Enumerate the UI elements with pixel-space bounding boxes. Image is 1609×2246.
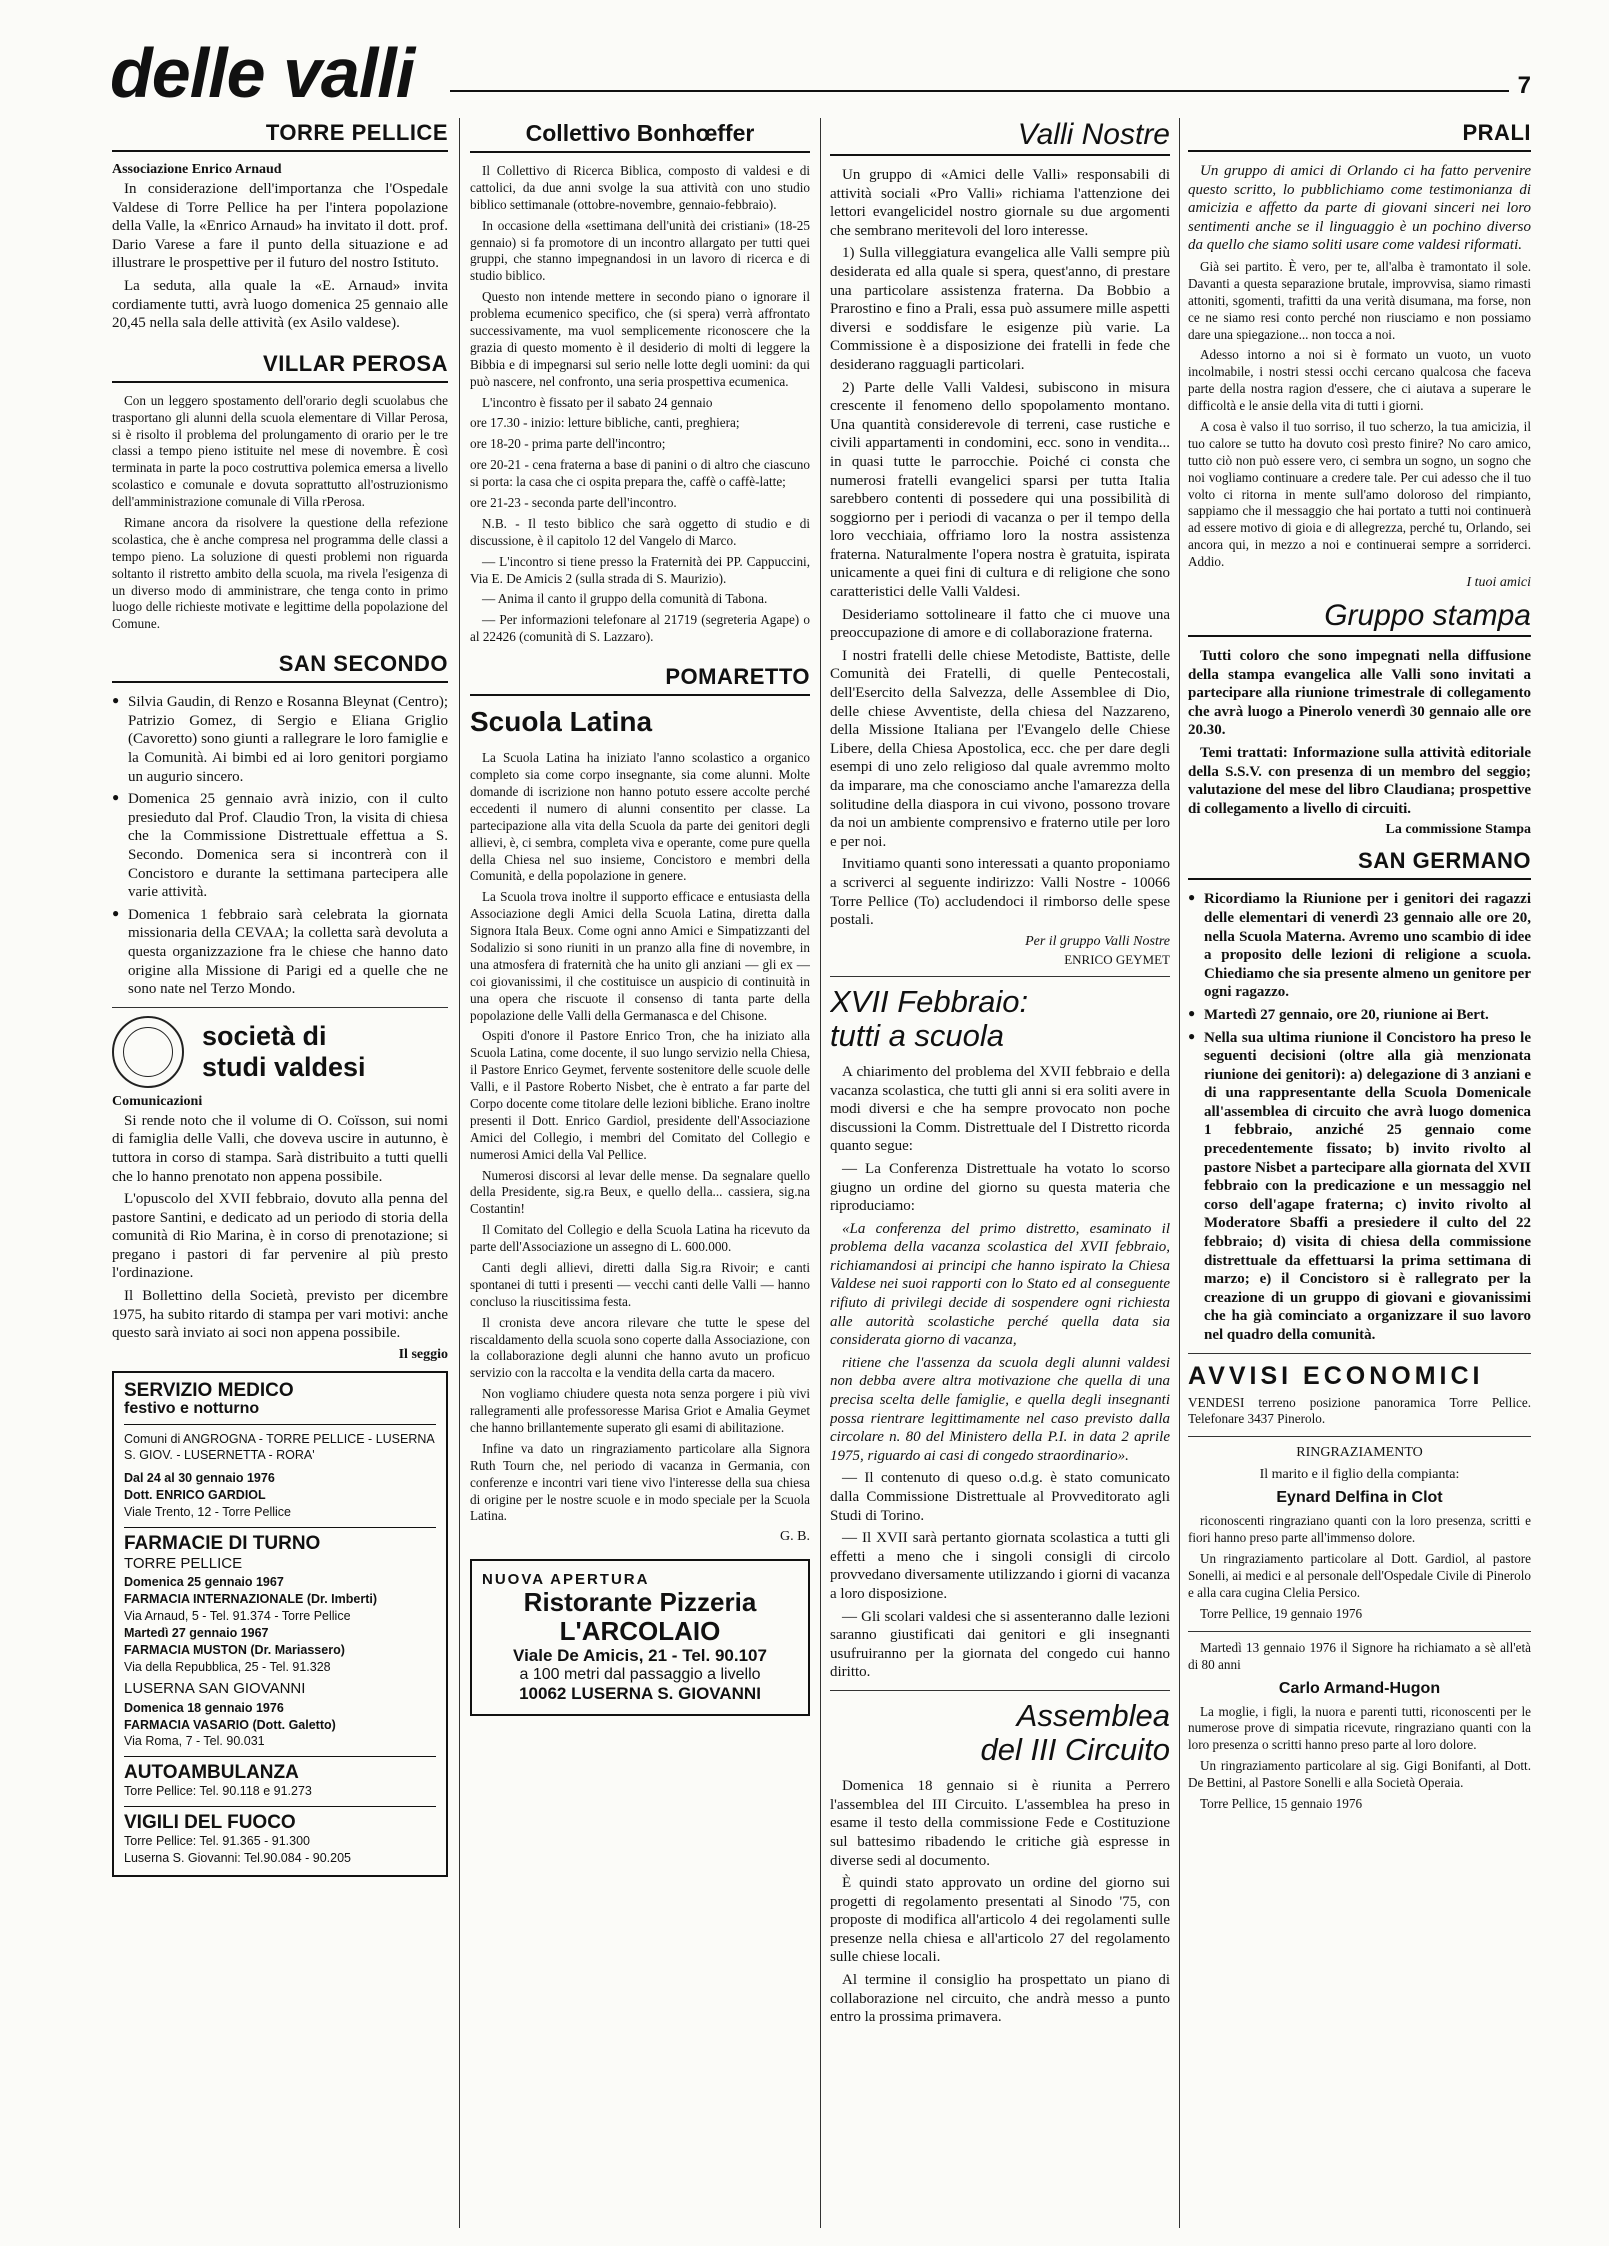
section-heading: Collettivo Bonhœffer bbox=[470, 118, 810, 153]
box-text: Luserna S. Giovanni: Tel.90.084 - 90.205 bbox=[124, 1850, 352, 1865]
paragraph: Tutti coloro che sono impegnati nella diffusione della stampa evangelica alle Valli sono invitati a partecipare alla riunione trimestrale di collegamento che avrà luogo a Pinerolo venerdì 30 gennaio alle ore 20.30. bbox=[1188, 648, 1531, 739]
box-text: LUSERNA SAN GIOVANNI bbox=[124, 1680, 306, 1698]
paragraph: Numerosi discorsi al levar delle mense. Da segnalare quello della Presidente, sig.ra Beux, e quello della... cassiera, sig.na Costantin! bbox=[470, 1167, 810, 1217]
paragraph: I nostri fratelli delle chiese Metodiste, Battiste, delle Comunità dei Fratelli, di quelle Pentecostali, dell'Esercito della Salvezza, delle Assemblee di Dio, delle chiese Avventiste, della chiesa del Nazzareno, della Missione Italiana per l'Evangelo delle Chiese Libere, della Chiesa Apostolica, ecc. che per dare degli esempi di uno zelo religioso dal quale avremmo molto da imparare, ma che conosciamo anche l'amarezza della solitudine della diaspora in cui vivono, possono trovare da noi un ambiente comprensivo e fraterno utile per loro e per noi. bbox=[830, 647, 1170, 850]
column-divider bbox=[1179, 118, 1180, 2228]
page-number: 7 bbox=[1517, 72, 1531, 99]
paragraph: — Per informazioni telefonare al 21719 (segreteria Agape) o al 22426 (comunità di S. Lazzaro). bbox=[470, 612, 810, 645]
paragraph: La moglie, i figli, la nuora e parenti tutti, riconoscenti per le numerose prove di simpatia ricevute, ringraziano quanti con la loro presenza o scritti hanno preso parte al loro dolore. bbox=[1188, 1703, 1531, 1753]
paragraph: L'opuscolo del XVII febbraio, dovuto alla penna del pastore Santini, e dedicato ad un periodo di storia della comunità di Rio Marina, è in corso di prenotazione; si pregano i pastori di far pervenire al più presto l'ordinazione. bbox=[112, 1191, 448, 1282]
restaurant-ad bbox=[470, 1559, 810, 1715]
ad-title: Ristorante Pizzeria bbox=[523, 1587, 757, 1618]
paragraph: La seduta, alla quale la «E. Arnaud» invita cordiamente tutti, avrà luogo domenica 25 gennaio alle 20,45 nella sala delle attività (ex Asilo valdese). bbox=[112, 277, 448, 332]
paragraph: Infine va dato un ringraziamento particolare alla Signora Ruth Tourn che, nel periodo di vacanza in Germania, con conferenze e incontri vari tiene vivo l'interesse della sua chiesa di origine per le nostre scuole e in modo speciale per la Scuola Latina. bbox=[470, 1440, 810, 1524]
section-heading: Gruppo stampa bbox=[1188, 599, 1531, 637]
ringraziamento-section bbox=[1188, 1445, 1531, 1622]
paragraph: Ospiti d'onore il Pastore Enrico Tron, che ha iniziato alla Scuola Latina, come docente, il suo lungo servizio nella Chiesa, il Pastore Enrico Geymet, fervente sostenitore delle scuole delle Valli, e il Pastore Roberto Nisbet, che è entrato a far parte del Corpo docente come titolare delle lezioni bibliche. Erano inoltre presenti il Dott. Enrico Gardiol, presidente dell'Associazione Amici del Collegio, i membri del Comitato del Collegio e numerosi Amici della Val Pellice. bbox=[470, 1028, 810, 1162]
paragraph: — L'incontro si tiene presso la Fraternità dei PP. Cappuccini, Via E. De Amicis 2 (sulla strada di S. Maurizio). bbox=[470, 553, 810, 586]
paragraph: Temi trattati: Informazione sulla attività editoriale della S.S.V. con presenza di un membro del seggio; valutazione del mese del libro Claudiana; prospettive di collegamento a livello di circuiti. bbox=[1188, 744, 1531, 817]
paragraph: — Il contenuto di queso o.d.g. è stato comunicato dalla Commissione Distrettuale al Provveditorato agli Studi di Torino. bbox=[830, 1470, 1170, 1524]
torre-pellice-section bbox=[112, 118, 448, 333]
paragraph: A cosa è valso il tuo sorriso, il tuo scherzo, la tua amicizia, il tuo calore se tutto ha dovuto così presto finire? No caro amico, tutto ciò non può essere vero, ci sembra un sogno, un sogno che noi vogliamo continuare a credere tale. Per cui adesso che il tuo volto ci ritorna in mente sull'amo doloroso del rimpianto, sappiamo che il messaggio che hai portato a tutti noi continuerà ad essere motivo di gioia e di allegrezza, perché tu, Orlando, sei ancora qui, in mezzo a noi e continuerai sempre a sorriderci. Addio. bbox=[1188, 418, 1531, 570]
paragraph: Un gruppo di «Amici delle Valli» responsabili di attività sociali «Pro Valli» richiama l'attenzione dei lettori evangelicidel nostro giornale su due argomenti che sembrano meritevoli del loro interesse. bbox=[830, 167, 1170, 239]
box-text: Domenica 18 gennaio 1976 bbox=[124, 1700, 284, 1715]
paragraph: Desideriamo sottolineare il fatto che ci muove una preoccupazione di amore e di collaborazione fraterna. bbox=[830, 606, 1170, 642]
paragraph: Al termine il consiglio ha prospettato un piano di collaborazione nel circuito, che andrà messo a punto entro la prossima primavera. bbox=[830, 1972, 1170, 2026]
box-heading: FARMACIE DI TURNO bbox=[124, 1532, 321, 1554]
box-text: Martedì 27 gennaio 1967 bbox=[124, 1625, 269, 1640]
title-line: del III Circuito bbox=[980, 1732, 1170, 1768]
box-text: FARMACIA MUSTON (Dr. Mariassero) bbox=[124, 1642, 345, 1657]
article-title: Scuola Latina bbox=[470, 706, 653, 738]
notice-intro: Il marito e il figlio della compianta: bbox=[1259, 1467, 1460, 1483]
column-divider bbox=[459, 118, 460, 2228]
paragraph: «La conferenza del primo distretto, esaminato il problema della vacanza scolastica del XVII febbraio, richiamandosi ai principi che hanno ispirato la Chiesa Valdese nei suoi rapporti con lo Stato ed al conseguente rifiuto di privilegi decide di sospendere ogni richiesta alle autorità scolastiche perché quella data sia considerata giorno di vacanza, bbox=[830, 1220, 1170, 1349]
signature: Per il gruppo Valli Nostre bbox=[1025, 933, 1170, 949]
box-text: Comuni di ANGROGNA - TORRE PELLICE - LUSERNA S. GIOV. - LUSERNETTA - RORA' bbox=[124, 1431, 435, 1463]
paragraph: Il Comitato del Collegio e della Scuola Latina ha ricevuto da parte dell'Associazione un assegno di L. 600.000. bbox=[470, 1222, 810, 1255]
paragraph: Già sei partito. È vero, per te, all'alba è tramontato il sole. Davanti a questa separazione brutale, improvvisa, siamo rimasti attoniti, sgomenti, trafitti da una verità disumana, ma forse, non ce ne siamo resi conto perché non riusciamo e non possiamo dare una spiegazione... non tocca a noi. bbox=[1188, 258, 1531, 342]
title-line: tutti a scuola bbox=[830, 1017, 1005, 1053]
box-text: Dott. ENRICO GARDIOL bbox=[124, 1488, 266, 1503]
box-text: Via della Repubblica, 25 - Tel. 91.328 bbox=[124, 1659, 331, 1674]
box-text: FARMACIA VASARIO (Dott. Galetto) bbox=[124, 1717, 336, 1732]
box-text: Via Arnaud, 5 - Tel. 91.374 - Torre Pellice bbox=[124, 1608, 351, 1623]
signature: I tuoi amici bbox=[1466, 575, 1531, 590]
ad-note: a 100 metri dal passaggio a livello bbox=[519, 1665, 761, 1683]
bullet-item: ● Silvia Gaudin, di Renzo e Rosanna Bleynat (Centro); Patrizio Gomez, di Sergio e Eliana Griglio (Cavoretto) sono giunti a rallegrare le loro famiglie e la Comunità. Ai bimbi ed ai loro genitori porgiamo un augurio sincero. bbox=[112, 693, 448, 786]
paragraph: Un ringraziamento particolare al sig. Gigi Bonifanti, al Dott. De Bettini, al Pastore Sonelli e alla Società Operaia. bbox=[1188, 1758, 1531, 1791]
medical-service-box bbox=[112, 1371, 448, 1877]
box-heading: SERVIZIO MEDICO bbox=[124, 1379, 294, 1401]
schedule-item: ore 20-21 - cena fraterna a base di panini o di altro che ciascuno si porta: la casa che ci ospita prepara the, caffè o caffè-latte; bbox=[470, 457, 810, 490]
paragraph: Si rende noto che il volume di O. Coïsson, sui nomi di famiglia delle Valli, che doveva uscire in autunno, è tuttora in corso di stampa. Sarà distribuito a tutti quelli che lo hanno prenotato non appena possibile. bbox=[112, 1112, 448, 1185]
signature: La commissione Stampa bbox=[1385, 822, 1531, 838]
paragraph: Il cronista deve ancora rilevare che tutte le spese del riscaldamento della scuola sono coperte dalla Associazione, con la collaborazione degli alunni che hanno avuto un proficuo servizio con la raccolta e la vendita della carta da macero. bbox=[470, 1314, 810, 1381]
paragraph: N.B. - Il testo biblico che sarà oggetto di studio e di discussione, è il capitolo 12 del Vangelo di Marco. bbox=[470, 515, 810, 548]
paragraph: Rimane ancora da risolvere la questione della refezione scolastica, che è anche compresa nel programma delle classi a tempo pieno. La soluzione di questi problemi non riguarda soltanto il ristretto ambito della scuola, ma rivela l'esigenza di un diverso modo di amministrare, che tenga conto in primo luogo delle richieste motivate e legittime della popolazione del Comune. bbox=[112, 514, 448, 632]
society-seal-icon bbox=[112, 1016, 184, 1088]
notice-heading: RINGRAZIAMENTO bbox=[1296, 1445, 1423, 1461]
paragraph: Non vogliamo chiudere questa nota senza porgere i più vivi rallegramenti alle professoresse Marisa Griot e Amalia Geymet che hanno brillantemente superato gli esami di abilitazione. bbox=[470, 1386, 810, 1435]
paragraph: L'incontro è fissato per il sabato 24 gennaio bbox=[482, 394, 713, 410]
section-heading: SAN SECONDO bbox=[112, 649, 448, 683]
section-heading: VILLAR PEROSA bbox=[112, 349, 448, 383]
column-2 bbox=[470, 118, 810, 2228]
schedule-item: ore 17.30 - inizio: letture bibliche, canti, preghiera; bbox=[470, 415, 740, 431]
notice-date: Torre Pellice, 19 gennaio 1976 bbox=[1200, 1605, 1363, 1621]
subheading: Comunicazioni bbox=[112, 1093, 203, 1109]
paragraph: — Anima il canto il gruppo della comunità di Tabona. bbox=[482, 591, 768, 607]
paragraph: In occasione della «settimana dell'unità dei cristiani» (18-25 gennaio) si fa promotore di un incontro allargato per tutti quei gruppi, che stanno impegnandosi in un lavoro di ricerca e di studio biblico. bbox=[470, 217, 810, 284]
bullet-item: ● Martedì 27 gennaio, ore 20, riunione ai Bert. bbox=[1188, 1006, 1531, 1025]
paragraph: Il Collettivo di Ricerca Biblica, composto di valdesi e di cattolici, da due anni svolge la sua attività con uno studio biblico settimanale (ottobre-novembre, gennaio-febbraio). bbox=[470, 163, 810, 212]
box-text: Dal 24 al 30 gennaio 1976 bbox=[124, 1471, 275, 1486]
subheading: Associazione Enrico Arnaud bbox=[112, 162, 282, 177]
bullet-item: ● Ricordiamo la Riunione per i genitori dei ragazzi delle elementari di venerdì 23 gennaio alle ore 20, nella Scuola Materna. Avremo uno scambio di idee a proposito delle lezioni di religione a scuola. Chiediamo che sia presente almeno un genitore per ogni ragazzo. bbox=[1188, 890, 1531, 1002]
masthead-title: delle valli bbox=[110, 34, 415, 112]
paragraph: VENDESI terreno posizione panoramica Torre Pellice. Telefonare 3437 Pinerolo. bbox=[1188, 1394, 1531, 1427]
valli-nostre-section bbox=[830, 118, 1170, 968]
society-title-line: studi valdesi bbox=[202, 1051, 366, 1082]
box-text: FARMACIA INTERNAZIONALE (Dr. Imberti) bbox=[124, 1592, 378, 1607]
armand-hugon-section bbox=[1188, 1640, 1531, 1813]
column-divider bbox=[820, 118, 821, 2228]
section-heading: TORRE PELLICE bbox=[112, 118, 448, 152]
paragraph: — Gli scolari valdesi che si assenteranno dalle lezioni saranno giustificati dai genitori e gli insegnanti usufruiranno per la giornata del congedo cui hanno diritto. bbox=[830, 1608, 1170, 1681]
paragraph: Adesso intorno a noi si è formato un vuoto, un vuoto incolmabile, i nostri stessi occhi cercano qualcosa che faceva parte della nostra ragion d'essere, che ci aiutava a superare le difficoltà e le ansie della vita di tutti i giorni. bbox=[1188, 347, 1531, 414]
gruppo-stampa-section bbox=[1188, 599, 1531, 838]
society-title-line: società di bbox=[202, 1020, 327, 1051]
paragraph: A chiarimento del problema del XVII febbraio e della vacanza scolastica, che tutti gli anni si era soliti avere in modi diversi e che ha sempre provocato non poche discussioni la Comm. Distrettuale del I Distretto ricorda quanto segue: bbox=[830, 1063, 1170, 1155]
column-4 bbox=[1188, 118, 1531, 2228]
column-1 bbox=[112, 118, 448, 2228]
section-heading: PRALI bbox=[1188, 118, 1531, 152]
bullet-item: ● Domenica 25 gennaio avrà inizio, con il culto presieduto dal Prof. Claudio Tron, la visita di chiesa che la Commissione Distrettuale effettua a S. Secondo. Domenica sera si incontrerà con il Concistoro e durante la settimana partecipera alle varie attività. bbox=[112, 790, 448, 902]
ad-heading: NUOVA APERTURA bbox=[482, 1571, 650, 1589]
schedule-item: ore 21-23 - seconda parte dell'incontro. bbox=[470, 495, 677, 511]
masthead-rule bbox=[450, 90, 1509, 92]
box-text: Via Roma, 7 - Tel. 90.031 bbox=[124, 1734, 265, 1749]
paragraph: 2) Parte delle Valli Valdesi, subiscono in misura crescente il fenomeno dello spopolamento montano. Una quantità considerevole di terreni, case rustiche e civili appartamenti in condomini, ecc. sono in vendita... in quasi tutte le parrocchie. Poiché ci consta che numerosi fratelli evangelici sparsi per tutta Italia sarebbero contenti di possedere qui una possibilità di soggiorno per i periodi di vacanza o per il tempo della loro vecchiaia, offriamo loro la nostra assistenza fraterna. Naturalmente l'opera nostra è gratuita, ispirata unicamente a quei fini di cultura e di religione che sono caratteristici delle Valli Valdesi. bbox=[830, 379, 1170, 601]
paragraph: Il Bollettino della Società, previsto per dicembre 1975, ha subito ritardo di stampa per vari motivi: anche questo sarà inviato ai soci non appena possibile. bbox=[112, 1288, 448, 1342]
article-title bbox=[830, 1699, 1170, 1767]
san-germano-section bbox=[1188, 846, 1531, 1344]
paragraph: Questo non intende mettere in secondo piano o ignorare il problema ecumenico specifico, che (si spera) verrà affrontato successivamente, ma vuol semplicemente riconoscere che la grazia di questo momento è il desiderio di molti di leggere la Bibbia e di impegnarsi sul serio nelle lotte degli uomini: da qui può nascere, nel confronto, una seria prospettiva ecumenica. bbox=[470, 289, 810, 389]
article-title bbox=[830, 985, 1170, 1053]
signature: Il seggio bbox=[398, 1346, 448, 1362]
san-secondo-section bbox=[112, 649, 448, 999]
signature: ENRICO GEYMET bbox=[1064, 951, 1170, 967]
paragraph: È quindi stato approvato un ordine del giorno sui progetti di regolamento presentati al Sinodo '75, con proposte di modifica all'articolo 4 dei regolamenti sulle presenze nella chiesa e all'articolo 27 del regolamento sulle chiese locali. bbox=[830, 1875, 1170, 1966]
title-line: Assemblea bbox=[1016, 1697, 1170, 1733]
paragraph: Domenica 18 gennaio si è riunita a Perrero l'assemblea del III Circuito. L'assemblea ha preso in esame il testo della commissione Fede e Costituzione sul battesimo ribadendo le critiche già espresse in diverse sedi al documento. bbox=[830, 1778, 1170, 1869]
box-text: Torre Pellice: Tel. 91.365 - 91.300 bbox=[124, 1834, 310, 1849]
section-heading: AVVISI ECONOMICI bbox=[1188, 1361, 1484, 1390]
assemblea-section bbox=[830, 1699, 1170, 2027]
paragraph: — La Conferenza Distrettuale ha votato lo scorso giugno un ordine del giorno su questa materia che riproduciamo: bbox=[830, 1160, 1170, 1215]
box-text: Viale Trento, 12 - Torre Pellice bbox=[124, 1505, 291, 1520]
box-subheading: festivo e notturno bbox=[124, 1399, 260, 1417]
ad-address: Viale De Amicis, 21 - Tel. 90.107 bbox=[513, 1645, 767, 1665]
intro-paragraph: Un gruppo di amici di Orlando ci ha fatto pervenire questo scritto, lo pubblichiamo come testimonianza di amicizia e affetto da parte di giovani sinceri nei loro sentimenti anche se il linguaggio è un pochino diverso da quello che siamo soliti usare come valdesi riformati. bbox=[1188, 163, 1531, 254]
xvii-febbraio-section bbox=[830, 985, 1170, 1682]
paragraph: La Scuola Latina ha iniziato l'anno scolastico a organico completo sia come corpo insegnante, sia come alunni. Molte domande di iscrizione non hanno potuto essere accolte perché eccedenti il numero di alunni consentito per classe. La partecipazione alla vita della Scuola da parte dei genitori degli allievi, è, ci sembra, completa viva e operante, come pure quella della Chiesa nel suo insieme, Concistoro e membri della Comunità, e della popolazione in genere. bbox=[470, 750, 810, 884]
column-3 bbox=[830, 118, 1170, 2228]
section-heading: POMARETTO bbox=[470, 662, 810, 696]
pomaretto-section bbox=[470, 662, 810, 1545]
paragraph: riconoscenti ringraziano quanti con la loro presenza, scritti e fiori hanno preso parte all'immenso dolore. bbox=[1188, 1513, 1531, 1546]
bullet-item: ● Domenica 1 febbraio sarà celebrata la giornata missionaria della CEVAA; la colletta sarà devoluta a questa organizzazione fra le chiese che hanno dato origine alla Missione di Parigi ed a quelle che ne sono nate nel Terzo Mondo. bbox=[112, 906, 448, 999]
notice-name: Carlo Armand-Hugon bbox=[1278, 1679, 1441, 1697]
paragraph: Un ringraziamento particolare al Dott. Gardiol, al pastore Sonelli, ai medici e al personale dell'Ospedale Civile di Pinerolo e alla cara cugina Clelia Persico. bbox=[1188, 1551, 1531, 1600]
box-text: Domenica 25 gennaio 1967 bbox=[124, 1575, 284, 1590]
paragraph: ritiene che l'assenza da scuola degli alunni valdesi non debba avere altra motivazione che quella di una precisa scelta delle famiglie, e quella degli insegnanti possa rientrare legittimamente nel caso previsto dalla circolare n. 80 del Ministero della P.I. in data 2 aprile 1975, riguardo ai casi di congedo straordinario». bbox=[830, 1354, 1170, 1464]
ad-town: 10062 LUSERNA S. GIOVANNI bbox=[519, 1683, 761, 1703]
ad-title: L'ARCOLAIO bbox=[559, 1615, 721, 1646]
notice-intro: Martedì 13 gennaio 1976 il Signore ha richiamato a sè all'età di 80 anni bbox=[1188, 1639, 1531, 1672]
notice-name: Eynard Delfina in Clot bbox=[1276, 1489, 1443, 1507]
box-text: TORRE PELLICE bbox=[124, 1554, 243, 1572]
avvisi-section bbox=[1188, 1362, 1531, 1429]
paragraph: 1) Sulla villeggiatura evangelica alle Valli sempre più desiderata ed alla quale si spera, quest'anno, di prestare una particolare assistenza fraterna. Da Bobbio a Prarostino e fino a Prali, essa può assumere mille aspetti diversi e soddisfare le esigenze più varie. La Commissione è a disposizione dei fratelli in fede che desiderano ragguagli particolari. bbox=[830, 245, 1170, 373]
prali-section bbox=[1188, 118, 1531, 591]
societa-section bbox=[112, 1016, 448, 1363]
box-text: Torre Pellice: Tel. 90.118 e 91.273 bbox=[124, 1784, 312, 1799]
notice-date: Torre Pellice, 15 gennaio 1976 bbox=[1200, 1795, 1363, 1811]
bonhoeffer-section bbox=[470, 118, 810, 646]
signature: G. B. bbox=[780, 1529, 810, 1545]
paragraph: Invitiamo quanti sono interessati a quanto proponiamo a scriverci al seguente indirizzo: Valli Nostre - 10066 Torre Pellice (To) accludendoci il rimborso delle spese postali. bbox=[830, 856, 1170, 929]
section-heading: Valli Nostre bbox=[830, 118, 1170, 156]
section-heading: SAN GERMANO bbox=[1188, 846, 1531, 880]
paragraph: La Scuola trova inoltre il supporto efficace e entusiasta della Associazione degli Amici della Scuola Latina, diretta dalla Signora Itala Beux. Come ogni anno Amici e Simpatizzanti del Sodalizio si sono riuniti in un pranzo alla fine di novembre, in una atmosfera di fraternità che ha unito gli anziani — gli ex — coi giovanissimi, il che costituisce un auspicio di continuità in una opera che riscuote il consenso di tanta parte della popolazione delle Valli della Germanasca e del Chisone. bbox=[470, 889, 810, 1023]
paragraph: Con un leggero spostamento dell'orario degli scuolabus che trasportano gli alunni della scuola elementare di Villar Perosa, si è risolto il problema del prolungamento di orario per le tre classi a tempo pieno istituite nel mese di novembre. È così terminata in parte la poco costruttiva polemica emersa a livello scolastico e comunale e dovuta soprattutto all'ostruzionismo dell'amministrazione comunale di Villa rPerosa. bbox=[112, 392, 448, 510]
box-heading: VIGILI DEL FUOCO bbox=[124, 1812, 296, 1834]
paragraph: Canti degli allievi, diretti dalla Sig.ra Rivoir; e canti spontanei di tutti i presenti — vecchi canti delle Valli — hanno concluso la riuscitissima festa. bbox=[470, 1259, 810, 1309]
schedule-item: ore 18-20 - prima parte dell'incontro; bbox=[470, 436, 666, 452]
bullet-item: ● Nella sua ultima riunione il Concistoro ha preso le seguenti decisioni (oltre alla già menzionata riunione dei genitori): a) delegazione di 3 anziani e di una rappresentante della Scuola Domenicale all'assemblea di circuito che avrà luogo domenica 1 febbraio, anziché 25 gennaio come precedentemente fissato; b) invito rivolto al pastore Nisbet a partecipare alla giornata del XVII febbraio con la predicazione e un messaggio nel corso dell'agape fraterna; c) invito rivolto al Moderatore Sbaffi a presiedere il culto del 22 febbraio; d) visita di chiesa della commissione distrettuale da effettuarsi la prima settimana di marzo; e) il Concistoro si è rallegrato per la creazione di un gruppo di giovani e giovanissimi che ha già cominciato a organizzare il suo lavoro nel quadro della comunità. bbox=[1188, 1029, 1531, 1345]
villar-perosa-section bbox=[112, 349, 448, 633]
title-line: XVII Febbraio: bbox=[830, 983, 1029, 1019]
box-heading: AUTOAMBULANZA bbox=[124, 1762, 299, 1784]
paragraph: — Il XVII sarà pertanto giornata scolastica a tutti gli effetti a meno che i singoli consigli di circolo provvedano diversamente utilizzando i giorni di vacanza a loro disposizione. bbox=[830, 1530, 1170, 1602]
paragraph: In considerazione dell'importanza che l'Ospedale Valdese di Torre Pellice ha per l'intera popolazione della Valle, la «Enrico Arnaud» ha invitato il dott. prof. Dario Varese a fare il punto della situazione e ad illustrare le prospettive per il futuro del nostro Istituto. bbox=[112, 181, 448, 272]
